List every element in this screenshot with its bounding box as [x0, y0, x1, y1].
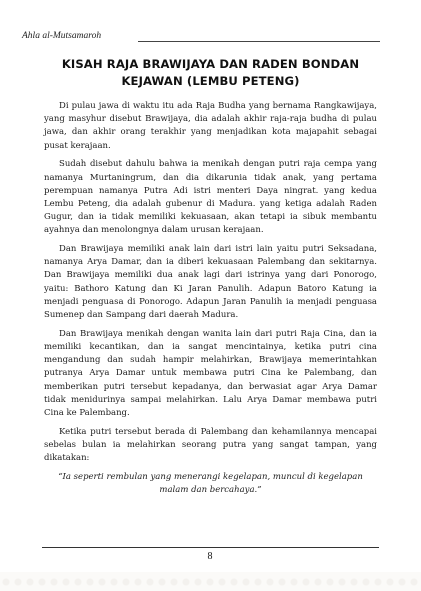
paragraph: Dan Brawijaya menikah dengan wanita lain dari putri Raja Cina, dan ia memiliki kecantikan, dan ia sangat mencintainya, ketika putri cina mengandung dan sudah hampir melahirkan, Brawijaya memerintahkan putranya Arya Damar untuk membawa putri Cina ke Palembang, dan memberikan putri tersebut kepadanya, dan berwasiat agar Arya Damar tidak menidurinya sampai melahirkan. Lalu Arya Damar membawa putri Cina ke Palembang.: [44, 328, 377, 418]
paragraph: Dan Brawijaya memiliki anak lain dari istri lain yaitu putri Seksadana, namanya Arya Damar, dan ia diberi kekuasaan Palembang dan sekitarnya. Dan Brawijaya memiliki dua anak lagi dari istrinya yang dari Ponorogo, yaitu: Bathoro Katung dan Ki Jaran Panulih. Adapun Batoro Katung ia menjadi penguasa di Ponorogo. Adapun Jaran Panulih ia menjadi penguasa Sumenep dan Sampang dari daerah Madura.: [44, 244, 377, 321]
quote: “Ia seperti rembulan yang menerangi kegelapan, muncul di kegelapan malam dan bercahaya.”: [58, 471, 363, 495]
header-rule: [138, 41, 380, 42]
paragraph: Di pulau jawa di waktu itu ada Raja Budha yang bernama Rangkawijaya, yang masyhur disebut Brawijaya, dia adalah akhir raja-raja budha di pulau jawa, dan akhir orang terakhir yang menjadikan kota majapahit sebagai pusat kerajaan.: [44, 101, 377, 151]
footer-pattern: [0, 572, 421, 591]
running-header: [22, 30, 380, 44]
running-header-label: Ahla al-Mutsamaroh: [22, 31, 102, 41]
paragraph: Ketika putri tersebut berada di Palembang dan kehamilannya mencapai sebelas bulan ia melahirkan seorang putra yang sangat tampan, yang dikatakan:: [44, 426, 377, 464]
page-number: 8: [207, 551, 213, 562]
body-text: [44, 100, 377, 497]
paragraph: Sudah disebut dahulu bahwa ia menikah dengan putri raja cempa yang namanya Murtaningrum, dan dia dikarunia tidak anak, yang pertama perempuan namanya Putra Adi istri menteri Daya ningrat. yang kedua Lembu Peteng, dia adalah gubenur di Madura. yang ketiga adalah Raden Gugur, dan ia tidak memiliki kekuasaan, akan tetapi ia sibuk membantu ayahnya dan menolongnya dalam urusan kerajaan.: [44, 159, 377, 236]
footer-rule: [42, 547, 379, 548]
chapter-title: KISAH RAJA BRAWIJAYA DAN RADEN BONDAN KEJAWAN (LEMBU PETENG): [61, 57, 360, 88]
